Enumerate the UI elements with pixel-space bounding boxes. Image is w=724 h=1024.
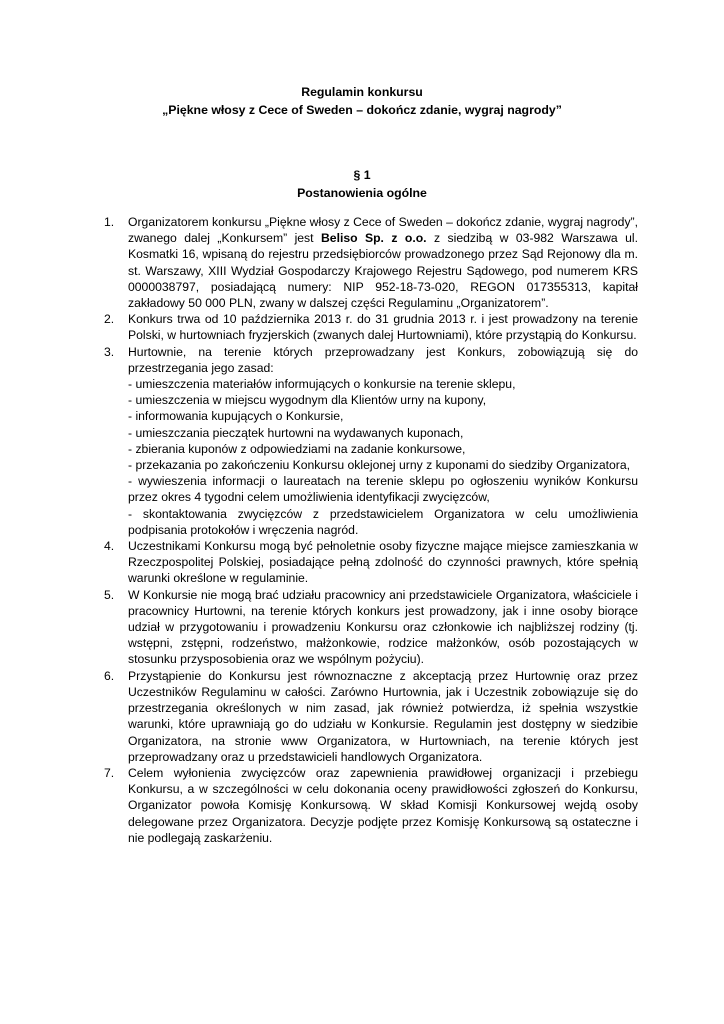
rule-item-2 [104, 311, 638, 343]
rule-item-6 [104, 668, 638, 765]
rule-subpoint: - informowania kupujących o Konkursie, [128, 409, 344, 424]
rule-item-3 [104, 344, 638, 538]
rule-item-5 [104, 587, 638, 668]
rule-subpoint: - umieszczenia materiałów informujących o konkursie na terenie sklepu, [128, 377, 516, 392]
section-title: Postanowienia ogólne [297, 186, 427, 200]
organizer-name: Beliso Sp. z o.o. [320, 231, 427, 246]
section-number: § 1 [353, 168, 371, 182]
rule-text-part: Organizatorem konkursu „Piękne włosy z Cece of Sweden – dokończ zdanie, wygraj nagrody”, zwanego dalej „Konkursem” jest [128, 215, 638, 246]
rules-list [104, 214, 638, 846]
rule-text: Przystąpienie do Konkursu jest równoznaczne z akceptacją przez Hurtownię oraz przez Uczestników Regulaminu w całości. Zarówno Hurtownia, jak i Uczestnik zobowiązuje się do przestrzegania określonych w nim zasad, jak również potwierdza, iż spełnia wszystkie warunki, które uprawniają go do udziału w Konkursie. Regulamin jest dostępny w siedzibie Organizatora, na stronie www Organizatora, w Hurtowniach, na terenie których jest przeprowadzany oraz u przedstawicieli handlowych Organizatora. [128, 668, 638, 764]
rule-subpoint: - zbierania kuponów z odpowiedziami na zadanie konkursowe, [128, 441, 466, 456]
rule-subpoint: - umieszczenia w miejscu wygodnym dla Klientów urny na kupony, [128, 393, 487, 408]
rule-subpoint: - wywieszenia informacji o laureatach na terenie sklepu po ogłoszeniu wyników Konkursu przez okres 4 tygodni celem umożliwienia identyfikacji zwycięzców, [128, 474, 638, 505]
rule-text: Celem wyłonienia zwycięzców oraz zapewnienia prawidłowej organizacji i przebiegu Konkursu, a w szczególności w celu dokonania oceny prawidłowości zgłoszeń do Konkursu, Organizator powoła Komisję Konkursową. W skład Komisji Konkursowej wejdą osoby delegowane przez Organizatora. Decyzje podjęte przez Komisję Konkursową są ostateczne i nie podlegają zaskarżeniu. [128, 765, 638, 845]
rule-text: W Konkursie nie mogą brać udziału pracownicy ani przedstawiciele Organizatora, właściciele i pracownicy Hurtowni, na terenie których konkurs jest prowadzony, jak i inne osoby biorące udział w przygotowaniu i prowadzeniu Konkursu oraz członkowie ich najbliższej rodziny (tj. wstępni, zstępni, rodzeństwo, małżonkowie, rodzice małżonków, osób pozostających w stosunku przysposobienia oraz we wspólnym pożyciu). [128, 587, 638, 667]
document-title: Regulamin konkursu [301, 85, 423, 99]
rule-text [128, 214, 638, 311]
rule-number: 5. [104, 587, 115, 602]
rule-number: 7. [104, 765, 115, 780]
rule-number: 6. [104, 668, 115, 683]
rule-item-1 [104, 214, 638, 311]
rule-number: 3. [104, 344, 115, 359]
rule-text: Uczestnikami Konkursu mogą być pełnoletnie osoby fizyczne mające miejsce zamieszkania w Rzeczpospolitej Polskiej, posiadające pełną zdolność do czynności prawnych, które spełnią warunki określone w regulaminie. [128, 539, 638, 586]
rule-text-part: z siedzibą w 03-982 Warszawa ul. Kosmatki 16, wpisaną do rejestru przedsiębiorców prowadzonego przez Sąd Rejonowy dla m. st. Warszawy, XIII Wydział Gospodarczy Krajowego Rejestru Sądowego, pod numerem KRS 0000038797, posiadającą numery: NIP 952-18-73-020, REGON 017355313, kapitał zakładowy 50 000 PLN, zwany w dalszej części Regulaminu „Organizatorem”. [128, 231, 638, 311]
rule-number: 2. [104, 312, 115, 327]
rule-number: 1. [104, 215, 115, 229]
contest-name: „Piękne włosy z Cece of Sweden – dokończ zdanie, wygraj nagrody” [162, 103, 562, 117]
rule-subpoint: - skontaktowania zwycięzców z przedstawicielem Organizatora w celu umożliwienia podpisania protokołów i wręczenia nagród. [128, 506, 638, 537]
rule-item-7 [104, 765, 638, 846]
rule-subpoint: - przekazania po zakończeniu Konkursu oklejonej urny z kuponami do siedziby Organizatora, [128, 458, 630, 473]
rule-number: 4. [104, 539, 115, 554]
rule-text: Konkurs trwa od 10 października 2013 r. do 31 grudnia 2013 r. i jest prowadzony na terenie Polski, w hurtowniach fryzjerskich (zwanych dalej Hurtowniami), które przystąpią do Konkursu. [128, 312, 638, 343]
rule-text: Hurtownie, na terenie których przeprowadzany jest Konkurs, zobowiązują się do przestrzegania jego zasad: [128, 344, 638, 375]
rule-item-4 [104, 538, 638, 587]
rule-subpoint: - umieszczania pieczątek hurtowni na wydawanych kuponach, [128, 425, 464, 440]
